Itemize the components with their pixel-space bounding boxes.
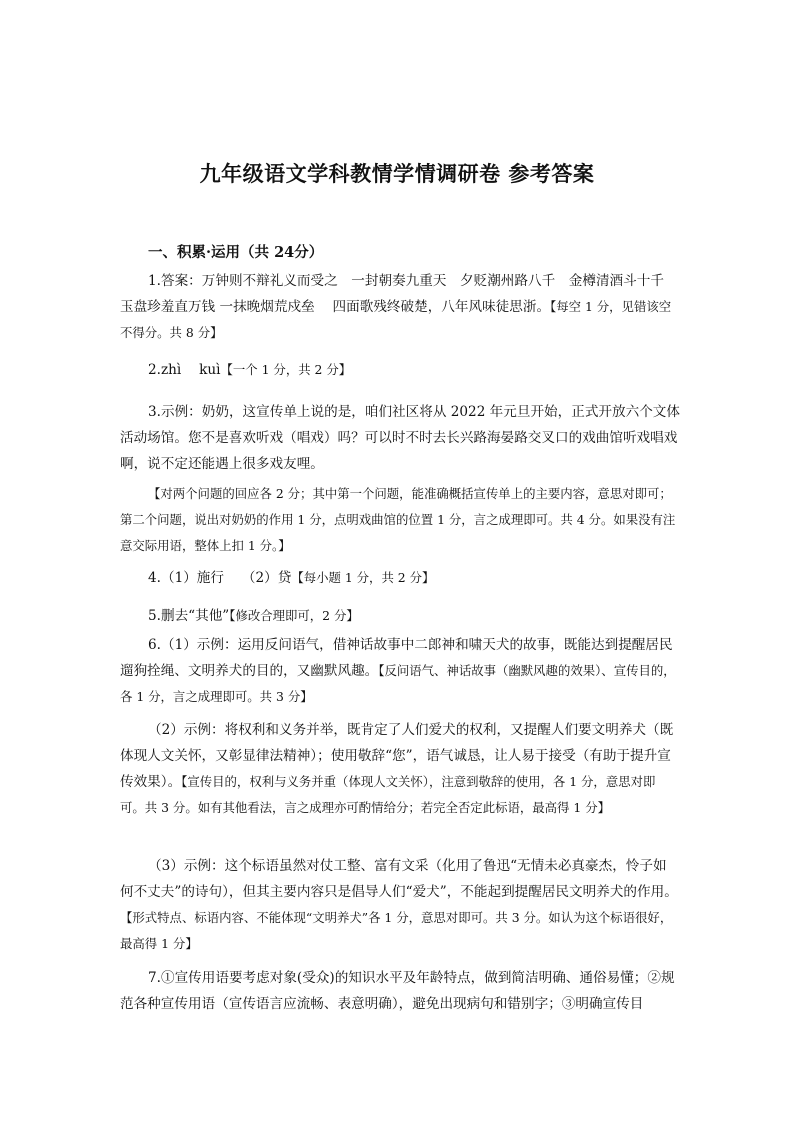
answer-q3 xyxy=(120,399,680,477)
answer-q2 xyxy=(120,357,680,383)
section-heading-1: 一、积累·运用（共 24分） xyxy=(148,244,324,261)
answer-q6-3 xyxy=(120,853,680,957)
answer-q6-2 xyxy=(120,717,680,821)
answer-q6-1-note: 【反问语气、神话故事（幽默风趣的效果）、宣传目的，各 1 分，言之成理即可。共 3 分】 xyxy=(120,663,676,704)
answer-q6-1-text: 6.（1）示例：运用反问语气，借神话故事中二郎神和啸天犬的故事，既能达到提醒居民遛狗拴绳、文明养犬的目的，又幽默风趣。 xyxy=(120,637,673,679)
answer-q5-text: 5.删去“其他” xyxy=(148,608,230,624)
answer-q5 xyxy=(120,603,680,629)
answer-q1-text: 1.答案：万钟则不辩礼义而受之 一封朝奏九重天 夕贬潮州路八千 金樽清酒斗十千 玉盘珍羞直万钱 一抹晚烟荒戍垒 四面歌残终破楚，八年风味徒思浙。 xyxy=(120,273,678,315)
answer-q6-2-note: 【宣传目的，权利与义务并重（体现人文关怀），注意到敬辞的使用，各 1 分，意思对即可。共 3 分。如有其他看法，言之成理亦可酌情给分；若完全否定此标语，最高得 1 分】 xyxy=(120,774,656,815)
answer-q6-2-text: （2）示例：将权利和义务并举，既肯定了人们爱犬的权利，又提醒人们要文明养犬（既体现人文关怀，又彰显律法精神）；使用敬辞“您”，语气诚恳，让人易于接受（有助于提升宣传效果）。 xyxy=(120,722,674,790)
answer-q7-text: 7.①宣传用语要考虑对象(受众)的知识水平及年龄特点，做到简洁明确、通俗易懂；②规范各种宣传用语（宣传语言应流畅、表意明确），避免出现病句和错别字；③明确宣传目 xyxy=(120,970,675,1012)
page-title: 九年级语文学科教情学情调研卷 参考答案 xyxy=(199,161,595,186)
answer-q7 xyxy=(120,965,680,1017)
answer-q5-note: 【修改合理即可，2 分】 xyxy=(229,608,359,623)
answer-q4 xyxy=(120,565,680,591)
answer-q4-note: 【每小题 1 分，共 2 分】 xyxy=(291,570,435,585)
answer-q1 xyxy=(120,268,680,346)
answer-q3-note: 【对两个问题的回应各 2 分；其中第一个问题，能准确概括宣传单上的主要内容，意思对即可；第二个问题，说出对奶奶的作用 1 分，点明戏曲馆的位置 1 分，言之成理即可。共 4 分。如果没有注意交际用语，整体上扣 1 分。】 xyxy=(120,486,676,553)
answer-q6-3-note: 【形式特点、标语内容、不能体现“文明养犬”各 1 分，意思对即可。共 3 分。如认为这个标语很好，最高得 1 分】 xyxy=(120,910,673,951)
answer-q1-note: 【每空 1 分，见错该空不得分。共 8 分】 xyxy=(120,299,672,340)
answer-q2-text: 2.zhì kuì xyxy=(148,362,221,378)
answer-q4-text: 4.（1）施行 （2）贷 xyxy=(148,570,292,586)
answer-q6-1 xyxy=(120,632,680,710)
answer-q3-text: 3.示例：奶奶，这宣传单上说的是，咱们社区将从 2022 年元旦开始，正式开放六个文体活动场馆。您不是喜欢听戏（唱戏）吗？可以时不时去长兴路海晏路交叉口的戏曲馆听戏唱戏啊，说不定还能遇上很多戏友哩。 xyxy=(120,404,680,472)
answer-q6-3-text: （3）示例：这个标语虽然对仗工整、富有文采（化用了鲁迅“无情未必真豪杰，怜子如何不丈夫”的诗句），但其主要内容只是倡导人们“爱犬”，不能起到提醒居民文明养犬的作用。 xyxy=(120,858,678,900)
answer-q2-note: 【一个 1 分，共 2 分】 xyxy=(220,362,352,377)
